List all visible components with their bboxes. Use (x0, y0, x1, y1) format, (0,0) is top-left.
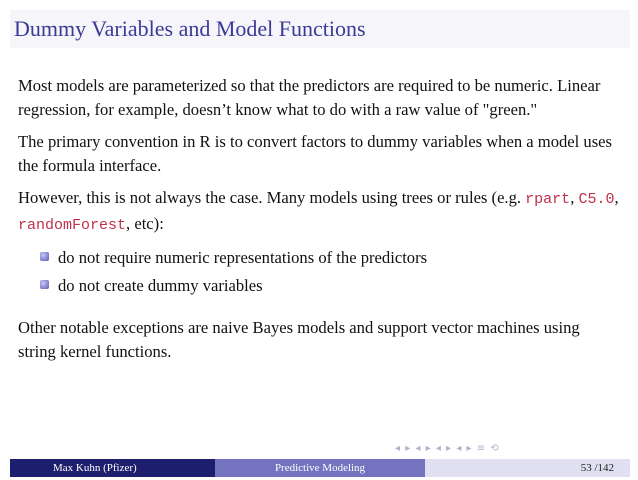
code-rpart: rpart (525, 191, 571, 208)
prev-slide-icon[interactable]: ◂ (456, 443, 463, 454)
prev-frame-icon[interactable]: ◂ (395, 443, 402, 454)
next-subsection-icon[interactable]: ▸ (446, 443, 453, 454)
next-slide-icon[interactable]: ▸ (466, 443, 473, 454)
code-c50: C5.0 (578, 191, 615, 208)
bullet-icon (40, 280, 49, 289)
slide-body (18, 74, 620, 372)
slide-title: Dummy Variables and Model Functions (10, 10, 630, 48)
paragraph-3 (18, 186, 620, 238)
paragraph-1: Most models are parameterized so that the predictors are required to be numeric. Linear regression, for example, doesn’t know what to do with a raw value of "green." (18, 76, 601, 119)
bullet-text: do not create dummy variables (58, 276, 263, 295)
align-icon[interactable]: ≡ (476, 443, 487, 454)
footer-author: Max Kuhn (Pfizer) (10, 459, 215, 477)
next-section-icon[interactable]: ▸ (425, 443, 432, 454)
page-number: 53 /142 (425, 459, 630, 477)
separator-1: , (570, 188, 579, 207)
footer-title: Predictive Modeling (215, 459, 425, 477)
list-item (18, 274, 620, 302)
navigation-bar (395, 443, 500, 454)
search-icon[interactable]: ⟲ (490, 443, 500, 454)
prev-section-icon[interactable]: ◂ (415, 443, 422, 454)
bullet-text: do not require numeric representations of the predictors (58, 248, 428, 267)
bullet-list (18, 246, 620, 302)
next-frame-icon[interactable]: ▸ (405, 443, 412, 454)
list-item (18, 246, 620, 274)
paragraph-3-end: , etc): (126, 214, 164, 233)
paragraph-4: Other notable exceptions are naive Bayes models and support vector machines using string kernel functions. (18, 318, 580, 361)
paragraph-2: The primary convention in R is to convert factors to dummy variables when a model uses the formula interface. (18, 132, 613, 175)
footer (10, 459, 630, 477)
code-randomforest: randomForest (18, 217, 127, 234)
separator-2: , (614, 188, 619, 207)
prev-subsection-icon[interactable]: ◂ (435, 443, 442, 454)
bullet-icon (40, 252, 49, 261)
paragraph-3-intro: However, this is not always the case. Many models using trees or rules (e.g. (18, 188, 526, 207)
